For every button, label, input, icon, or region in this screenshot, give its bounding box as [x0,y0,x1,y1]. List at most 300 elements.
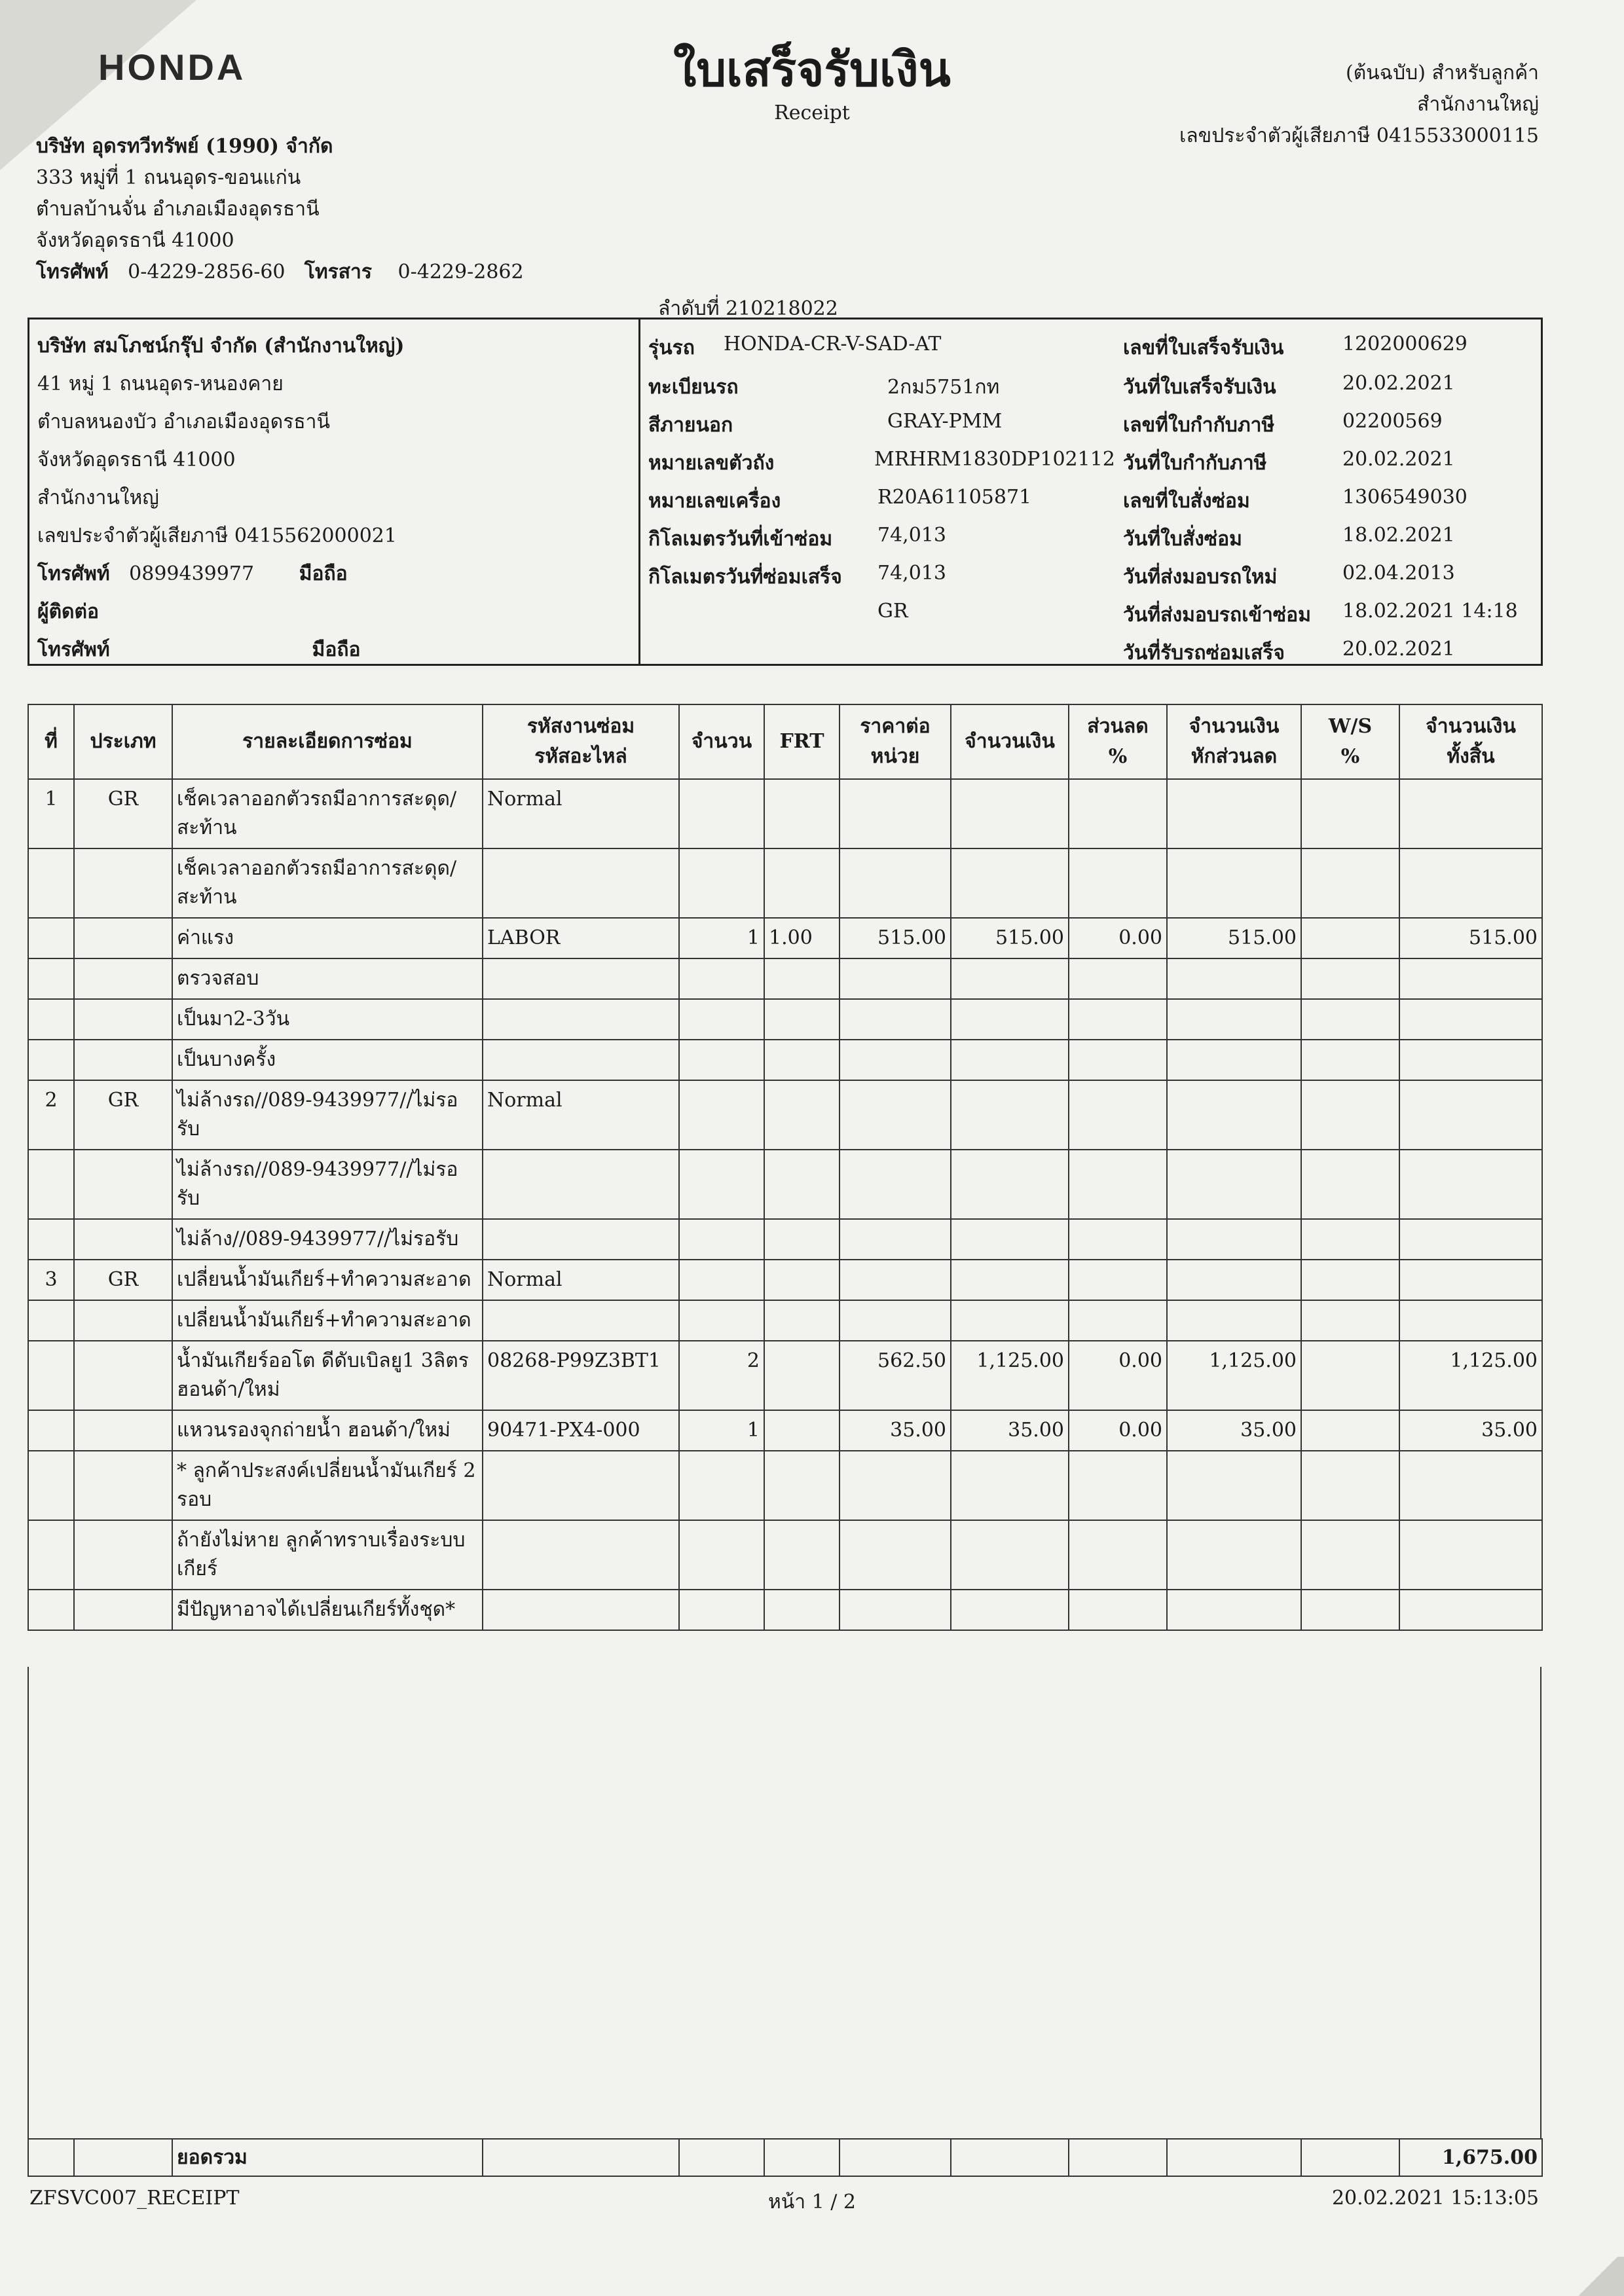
row-amount [951,999,1069,1040]
row-ws [1301,1410,1399,1451]
row-qty [679,1040,764,1080]
customer-address-1: 41 หมู่ 1 ถนนอุดร-หนองคาย [37,373,284,395]
row-detail: เป็นมา2-3วัน [172,999,483,1040]
contact-mobile-label: มือถือ [312,638,361,661]
dealer-fax-label: โทรสาร [304,261,372,283]
row-total [1399,1451,1542,1520]
col-qty: จำนวน [679,704,764,779]
row-detail: ไม่ล้างรถ//089-9439977//ไม่รอรับ [172,1150,483,1219]
row-ws [1301,1260,1399,1300]
row-type [74,1451,172,1520]
row-type [74,1520,172,1590]
row-ws [1301,958,1399,999]
row-code [483,1300,679,1341]
customer-phone: 0899439977 [129,562,255,585]
row-discount [1069,1590,1167,1630]
row-frt [764,1590,840,1630]
row-frt [764,1410,840,1451]
row-frt [764,1260,840,1300]
row-code [483,1590,679,1630]
dealer-contact [36,257,524,288]
customer-phone-label: โทรศัพท์ [37,562,110,585]
row-amount [951,1300,1069,1341]
table-header-row [28,704,1542,779]
row-total [1399,1080,1542,1150]
row-discount [1069,1040,1167,1080]
table-row [28,958,1542,999]
row-number [28,1410,74,1451]
row-code [483,848,679,918]
row-number: 1 [28,779,74,848]
row-unit-price: 562.50 [840,1341,951,1410]
row-unit-price [840,1080,951,1150]
row-discount: 0.00 [1069,1410,1167,1451]
row-number [28,918,74,958]
row-discount [1069,1451,1167,1520]
receipt-date: 20.02.2021 [1342,372,1455,395]
mileage-in-label: กิโลเมตรวันที่เข้าซ่อม [648,528,833,551]
row-qty [679,1150,764,1219]
customer-vehicle-box [28,318,1543,666]
row-net [1167,1219,1301,1260]
row-qty [679,848,764,918]
receipt-number: 1202000629 [1342,333,1467,355]
mileage-in: 74,013 [877,524,946,547]
chassis-number-label: หมายเลขตัวถัง [648,452,775,475]
customer-branch: สำนักงานใหญ่ [37,486,159,509]
customer-info [37,327,404,669]
col-amount: จำนวนเงิน [951,704,1069,779]
row-unit-price [840,848,951,918]
row-type: GR [74,1260,172,1300]
row-qty [679,1300,764,1341]
row-qty: 1 [679,918,764,958]
row-amount [951,1590,1069,1630]
row-type [74,1300,172,1341]
row-discount: 0.00 [1069,918,1167,958]
tax-invoice-number-label: เลขที่ใบกำกับภาษี [1123,414,1275,437]
row-qty [679,999,764,1040]
row-total [1399,848,1542,918]
row-qty [679,1260,764,1300]
row-unit-price [840,1590,951,1630]
col-no: ที่ [28,704,74,779]
row-net [1167,1451,1301,1520]
row-number [28,848,74,918]
row-number [28,1219,74,1260]
row-number [28,1150,74,1219]
row-ws [1301,1520,1399,1590]
row-number [28,1520,74,1590]
row-net: 35.00 [1167,1410,1301,1451]
contact-phone-row [37,631,404,669]
row-detail: ไม่ล้างรถ//089-9439977//ไม่รอรับ [172,1080,483,1150]
sequence-number: ลำดับที่ 210218022 [658,297,838,320]
row-qty: 2 [679,1341,764,1410]
table-row [28,1300,1542,1341]
row-total [1399,1520,1542,1590]
row-ws [1301,1300,1399,1341]
row-type [74,918,172,958]
row-type [74,1040,172,1080]
row-type [74,1590,172,1630]
tax-invoice-date-label: วันที่ใบกำกับภาษี [1123,452,1267,475]
row-ws [1301,1341,1399,1410]
dealer-tax-id: เลขประจำตัวผู้เสียภาษี 0415533000115 [1179,124,1539,147]
form-code: ZFSVC007_RECEIPT [29,2187,240,2210]
table-row [28,779,1542,848]
row-frt [764,1080,840,1150]
col-unit-price: ราคาต่อ หน่วย [840,704,951,779]
row-frt [764,1341,840,1410]
repair-order-number: 1306549030 [1342,486,1467,509]
row-code: 08268-P99Z3BT1 [483,1341,679,1410]
row-number [28,1341,74,1410]
row-total [1399,1590,1542,1630]
customer-name: บริษัท สมโภชน์กรุ๊ป จำกัด (สำนักงานใหญ่) [37,335,405,357]
row-code: Normal [483,779,679,848]
car-in-date: 18.02.2021 14:18 [1342,600,1518,623]
row-qty [679,1520,764,1590]
col-net: จำนวนเงิน หักส่วนลด [1167,704,1301,779]
row-detail: แหวนรองจุกถ่ายน้ำ ฮอนด้า/ใหม่ [172,1410,483,1451]
row-net [1167,1040,1301,1080]
row-net [1167,1150,1301,1219]
row-total [1399,999,1542,1040]
row-unit-price [840,1040,951,1080]
repair-order-date: 18.02.2021 [1342,524,1455,547]
row-ws [1301,999,1399,1040]
row-type: GR [74,1080,172,1150]
row-discount [1069,1260,1167,1300]
row-frt: 1.00 [764,918,840,958]
row-code [483,1451,679,1520]
row-number: 3 [28,1260,74,1300]
vehicle-model-label: รุ่นรถ [648,337,695,359]
total-row-table [28,2138,1543,2177]
tax-invoice-date: 20.02.2021 [1342,448,1455,471]
row-net [1167,848,1301,918]
row-ws [1301,1590,1399,1630]
row-amount [951,1150,1069,1219]
row-unit-price: 35.00 [840,1410,951,1451]
row-total [1399,958,1542,999]
row-total [1399,1150,1542,1219]
col-detail: รายละเอียดการซ่อม [172,704,483,779]
row-detail: เปลี่ยนน้ำมันเกียร์+ทำความสะอาด [172,1260,483,1300]
table-body [28,779,1542,1630]
contact-person-label: ผู้ติดต่อ [37,600,100,623]
row-discount [1069,779,1167,848]
table-row [28,1219,1542,1260]
dealer-address-1: 333 หมู่ที่ 1 ถนนอุดร-ขอนแก่น [36,166,301,189]
col-code: รหัสงานซ่อม รหัสอะไหล่ [483,704,679,779]
repair-order-date-label: วันที่ใบสั่งซ่อม [1123,528,1242,551]
row-unit-price [840,958,951,999]
row-qty: 1 [679,1410,764,1451]
row-ws [1301,1040,1399,1080]
row-total [1399,1219,1542,1260]
row-amount [951,1040,1069,1080]
table-row [28,918,1542,958]
table-row [28,1260,1542,1300]
head-office-label: สำนักงานใหญ่ [1417,93,1539,116]
engine-number-label: หมายเลขเครื่อง [648,490,781,513]
vehicle-plate-label: ทะเบียนรถ [648,376,739,399]
box-divider [638,319,640,664]
row-ws [1301,1080,1399,1150]
row-ws [1301,1219,1399,1260]
repair-order-number-label: เลขที่ใบสั่งซ่อม [1123,490,1250,513]
engine-number: R20A61105871 [877,486,1032,509]
copy-info [1179,58,1539,152]
document-title: ใบเสร็จรับเงิน [673,41,951,97]
copy-label: (ต้นฉบับ) สำหรับลูกค้า [1345,62,1539,84]
row-ws [1301,1150,1399,1219]
row-discount [1069,1150,1167,1219]
row-detail: เปลี่ยนน้ำมันเกียร์+ทำความสะอาด [172,1300,483,1341]
row-frt [764,958,840,999]
car-in-date-label: วันที่ส่งมอบรถเข้าซ่อม [1123,604,1311,627]
row-code: Normal [483,1260,679,1300]
row-discount [1069,1520,1167,1590]
honda-logo: HONDA [98,46,246,88]
row-number: 2 [28,1080,74,1150]
row-frt [764,1040,840,1080]
vehicle-color: GRAY-PMM [887,410,1003,433]
row-total [1399,1300,1542,1341]
row-code [483,1150,679,1219]
total-row [28,2139,1542,2176]
new-car-delivery-date: 02.04.2013 [1342,562,1455,585]
row-type [74,1150,172,1219]
row-unit-price [840,1520,951,1590]
tax-invoice-number: 02200569 [1342,410,1443,433]
row-type [74,848,172,918]
row-number [28,1300,74,1341]
row-type [74,1219,172,1260]
row-type [74,1341,172,1410]
scan-edge-mark [1572,2257,1624,2296]
table-row [28,1040,1542,1080]
row-amount [951,1451,1069,1520]
car-out-date-label: วันที่รับรถซ่อมเสร็จ [1123,642,1285,665]
row-discount [1069,999,1167,1040]
row-type [74,999,172,1040]
table-row [28,1341,1542,1410]
total-label: ยอดรวม [172,2139,483,2176]
row-detail: เช็คเวลาออกตัวรถมีอาการสะดุด/สะท้าน [172,848,483,918]
row-code [483,1520,679,1590]
table-row [28,1410,1542,1451]
row-detail: * ลูกค้าประสงค์เปลี่ยนน้ำมันเกียร์ 2 รอบ [172,1451,483,1520]
row-amount [951,779,1069,848]
row-detail: มีปัญหาอาจได้เปลี่ยนเกียร์ทั้งชุด* [172,1590,483,1630]
row-frt [764,848,840,918]
row-total [1399,1260,1542,1300]
row-qty [679,1219,764,1260]
row-detail: เป็นบางครั้ง [172,1040,483,1080]
row-total [1399,1040,1542,1080]
row-net [1167,958,1301,999]
row-qty [679,958,764,999]
row-frt [764,1451,840,1520]
row-code: LABOR [483,918,679,958]
repair-items-table [28,704,1543,1631]
row-unit-price [840,1260,951,1300]
chassis-number: MRHRM1830DP102112 [874,448,1115,471]
row-frt [764,779,840,848]
row-frt [764,1150,840,1219]
print-timestamp: 20.02.2021 15:13:05 [1331,2187,1539,2210]
row-net [1167,1300,1301,1341]
row-qty [679,1080,764,1150]
row-unit-price [840,1451,951,1520]
mileage-out: 74,013 [877,562,946,585]
customer-mobile-label: มือถือ [299,562,348,585]
row-number [28,999,74,1040]
col-total: จำนวนเงิน ทั้งสิ้น [1399,704,1542,779]
row-discount [1069,1219,1167,1260]
row-qty [679,1590,764,1630]
row-unit-price: 515.00 [840,918,951,958]
receipt-number-label: เลขที่ใบเสร็จรับเงิน [1123,337,1284,359]
col-type: ประเภท [74,704,172,779]
row-total: 515.00 [1399,918,1542,958]
row-detail: ค่าแรง [172,918,483,958]
row-detail: ถ้ายังไม่หาย ลูกค้าทราบเรื่องระบบเกียร์ [172,1520,483,1590]
document-subtitle: Receipt [774,101,850,124]
table-row [28,1080,1542,1150]
row-detail: เช็คเวลาออกตัวรถมีอาการสะดุด/สะท้าน [172,779,483,848]
dealer-fax: 0-4229-2862 [397,261,524,283]
row-frt [764,1520,840,1590]
row-amount [951,958,1069,999]
row-discount [1069,1300,1167,1341]
vehicle-plate: 2กม5751กท [887,376,1000,399]
row-amount: 1,125.00 [951,1341,1069,1410]
row-unit-price [840,779,951,848]
row-ws [1301,848,1399,918]
row-discount [1069,1080,1167,1150]
table-row [28,1590,1542,1630]
table-row [28,848,1542,918]
dealer-phone: 0-4229-2856-60 [128,261,286,283]
vehicle-model: HONDA-CR-V-SAD-AT [724,333,942,355]
row-amount [951,1219,1069,1260]
row-unit-price [840,1300,951,1341]
dealer-info [36,131,524,288]
row-amount [951,1260,1069,1300]
row-code [483,999,679,1040]
row-frt [764,999,840,1040]
car-out-date: 20.02.2021 [1342,638,1455,661]
row-detail: น้ำมันเกียร์ออโต ดีดับเบิลยู1 3ลิตร ฮอนด้า/ใหม่ [172,1341,483,1410]
row-net [1167,1520,1301,1590]
row-code [483,958,679,999]
row-type [74,958,172,999]
customer-phone-row [37,555,404,593]
row-unit-price [840,999,951,1040]
new-car-delivery-date-label: วันที่ส่งมอบรถใหม่ [1123,566,1278,589]
row-discount [1069,958,1167,999]
table-blank-area [28,1667,1541,2138]
row-discount: 0.00 [1069,1341,1167,1410]
dealer-address-3: จังหวัดอุดรธานี 41000 [36,229,234,252]
row-amount: 515.00 [951,918,1069,958]
mileage-out-label: กิโลเมตรวันที่ซ่อมเสร็จ [648,566,842,589]
row-net: 515.00 [1167,918,1301,958]
row-number [28,1590,74,1630]
grand-total: 1,675.00 [1399,2139,1542,2176]
page-number: หน้า 1 / 2 [767,2191,857,2214]
row-amount [951,1080,1069,1150]
row-frt [764,1219,840,1260]
row-code [483,1219,679,1260]
row-amount [951,1520,1069,1590]
row-total [1399,779,1542,848]
col-frt: FRT [764,704,840,779]
dealer-phone-label: โทรศัพท์ [36,261,109,283]
row-ws [1301,1451,1399,1520]
service-type: GR [877,600,908,623]
row-frt [764,1300,840,1341]
row-ws [1301,918,1399,958]
row-number [28,1040,74,1080]
customer-tax-id: เลขประจำตัวผู้เสียภาษี 0415562000021 [37,524,397,547]
row-net [1167,1080,1301,1150]
row-number [28,958,74,999]
row-qty [679,1451,764,1520]
vehicle-color-label: สีภายนอก [648,414,733,437]
table-row [28,999,1542,1040]
col-discount: ส่วนลด % [1069,704,1167,779]
dealer-address-2: ตำบลบ้านจั่น อำเภอเมืองอุดรธานี [36,198,320,221]
row-type [74,1410,172,1451]
row-ws [1301,779,1399,848]
row-detail: ตรวจสอบ [172,958,483,999]
table-row [28,1150,1542,1219]
row-number [28,1451,74,1520]
row-code: Normal [483,1080,679,1150]
col-ws: W/S % [1301,704,1399,779]
row-type: GR [74,779,172,848]
customer-address-2: ตำบลหนองบัว อำเภอเมืองอุดรธานี [37,410,331,433]
row-net [1167,1260,1301,1300]
dealer-name: บริษัท อุดรทวีทรัพย์ (1990) จำกัด [36,135,333,158]
row-net [1167,999,1301,1040]
row-detail: ไม่ล้าง//089-9439977//ไม่รอรับ [172,1219,483,1260]
table-row [28,1520,1542,1590]
table-row [28,1451,1542,1520]
row-amount: 35.00 [951,1410,1069,1451]
row-total: 1,125.00 [1399,1341,1542,1410]
row-discount [1069,848,1167,918]
row-code [483,1040,679,1080]
row-amount [951,848,1069,918]
row-unit-price [840,1219,951,1260]
customer-address-3: จังหวัดอุดรธานี 41000 [37,448,236,471]
row-net [1167,1590,1301,1630]
contact-phone-label: โทรศัพท์ [37,638,110,661]
row-qty [679,779,764,848]
row-total: 35.00 [1399,1410,1542,1451]
row-unit-price [840,1150,951,1219]
row-net: 1,125.00 [1167,1341,1301,1410]
receipt-date-label: วันที่ใบเสร็จรับเงิน [1123,376,1276,399]
row-code: 90471-PX4-000 [483,1410,679,1451]
row-net [1167,779,1301,848]
